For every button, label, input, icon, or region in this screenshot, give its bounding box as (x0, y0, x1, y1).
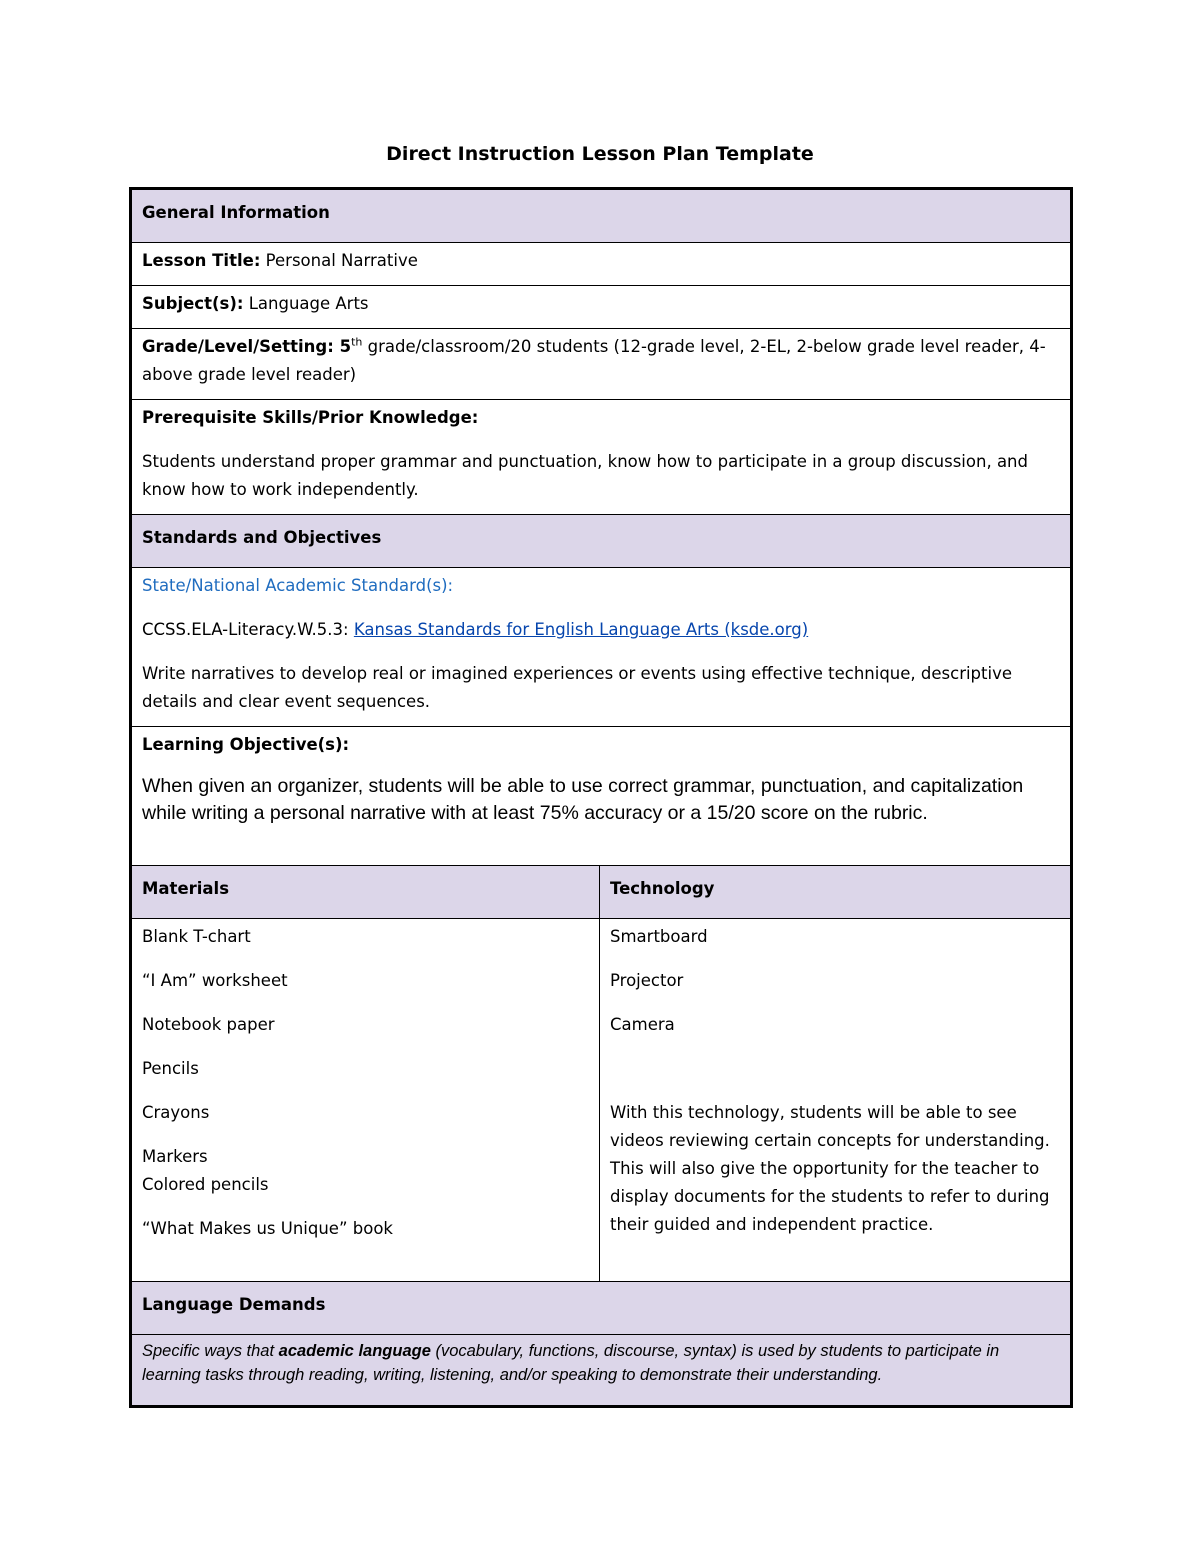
material-item: Markers (142, 1147, 208, 1166)
grade-row (131, 329, 1072, 400)
prereq-label: Prerequisite Skills/Prior Knowledge: (142, 408, 479, 427)
lesson-plan-table (129, 187, 1073, 1408)
technology-item: Smartboard (610, 927, 708, 946)
subject-row (131, 286, 1072, 329)
standard-description: Write narratives to develop real or imagined experiences or events using effective technique, descriptive details and clear event sequences. (142, 664, 1013, 711)
grade-value: grade/classroom/20 students (12-grade level, 2-EL, 2-below grade level reader, 4-above grade level reader) (142, 337, 1046, 384)
standards-row (131, 568, 1072, 727)
grade-label: Grade/Level/Setting: (142, 337, 334, 356)
lesson-title-value: Personal Narrative (260, 251, 418, 270)
standards-header-row (131, 515, 1072, 568)
prereq-value: Students understand proper grammar and punctuation, know how to participate in a group discussion, and know how to work independently. (142, 452, 1028, 499)
material-item: Crayons (142, 1103, 210, 1122)
prereq-row (131, 400, 1072, 515)
objective-label: Learning Objective(s): (142, 735, 350, 754)
language-header: Language Demands (131, 1282, 1072, 1335)
material-item: “What Makes us Unique” book (142, 1219, 393, 1238)
general-info-header: General Information (131, 189, 1072, 243)
language-description: Specific ways that academic language (vocabulary, functions, discourse, syntax) is used by students to participate in learning tasks through reading, writing, listening, and/or speaking to demonstrate their understanding. (142, 1342, 1000, 1384)
lesson-title-label: Lesson Title: (142, 251, 261, 270)
language-row (131, 1335, 1072, 1407)
material-item: Pencils (142, 1059, 199, 1078)
kansas-standards-link[interactable]: Kansas Standards for English Language Arts (ksde.org) (353, 620, 809, 639)
materials-tech-header-row (131, 866, 1072, 919)
technology-item: Projector (610, 971, 684, 990)
subject-value: Language Arts (243, 294, 369, 313)
material-item: “I Am” worksheet (142, 971, 288, 990)
material-item: Blank T-chart (142, 927, 251, 946)
lesson-title-row (131, 243, 1072, 286)
materials-tech-row (131, 919, 1072, 1282)
grade-number: 5 (333, 337, 352, 356)
objective-row (131, 727, 1072, 866)
material-item: Notebook paper (142, 1015, 275, 1034)
language-header-row (131, 1282, 1072, 1335)
standard-label: State/National Academic Standard(s): (142, 576, 454, 595)
objective-text: When given an organizer, students will be able to use correct grammar, punctuation, and capitalization while writing a personal narrative with at least 75% accuracy or a 15/20 score on the rubric. (142, 775, 1024, 824)
technology-item: Camera (610, 1015, 675, 1034)
materials-list (131, 919, 600, 1282)
technology-list (600, 919, 1072, 1282)
grade-sup: th (351, 335, 363, 349)
page-title: Direct Instruction Lesson Plan Template (386, 143, 814, 165)
technology-header: Technology (600, 866, 1072, 919)
material-item: Colored pencils (142, 1175, 269, 1194)
standards-header: Standards and Objectives (131, 515, 1072, 568)
technology-note: With this technology, students will be able to see videos reviewing certain concepts for understanding. This will also give the opportunity for the teacher to display documents for the students to refer to during their guided and independent practice. (610, 1103, 1050, 1234)
subject-label: Subject(s): (142, 294, 244, 313)
materials-header: Materials (131, 866, 600, 919)
general-info-header-row (131, 189, 1072, 243)
standard-code: CCSS.ELA-Literacy.W.5.3: (142, 620, 349, 639)
